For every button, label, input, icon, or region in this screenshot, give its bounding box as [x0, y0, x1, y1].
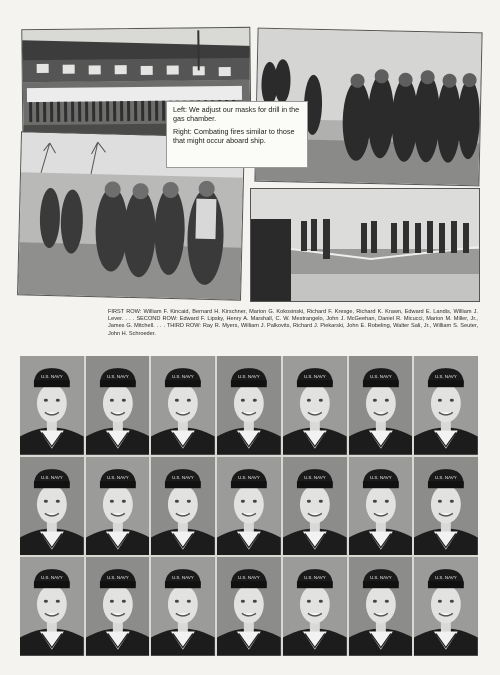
sailor-portrait	[217, 356, 281, 455]
sailor-portrait	[20, 457, 84, 556]
names-listing: FIRST ROW: William F. Kincaid, Bernard H. Kirschner, Marion G. Kokosinski, Richard F. Kresge, Richard K. Krawn, Edward E. Landis, William J. Lever. . . . SECOND ROW: Edward F. Lipsky, Henry A. Marshall, C. W. Mestrangelo, John J. McGeehan, Daniel R. Micucci, Marion M. Miller, Jr., James G. Mitchell. . . . THIRD ROW: Ray R. Myers, William J. Palkovits, Richard J. Piekarski, John E. Robeling, Walter Sali, Jr., William S. Seuter, John H. Schroeder.	[108, 309, 478, 337]
sailor-portrait	[20, 356, 84, 455]
sailor-portrait	[283, 356, 347, 455]
sailor-portrait	[217, 457, 281, 556]
sailor-portrait	[414, 356, 478, 455]
cap-band-text: U.S. NAVY	[435, 374, 458, 380]
photo-caption-box	[166, 101, 308, 168]
cap-band-text: U.S. NAVY	[238, 374, 260, 380]
cap-band-text: U.S. NAVY	[106, 575, 129, 581]
cap-band-text: U.S. NAVY	[40, 575, 63, 581]
sailor-portrait	[283, 457, 347, 556]
cap-band-text: U.S. NAVY	[172, 474, 195, 480]
sailor-portrait	[86, 557, 150, 656]
sailor-portrait	[86, 457, 150, 556]
sailor-portrait	[151, 457, 215, 556]
cap-band-text: U.S. NAVY	[238, 575, 260, 581]
cap-band-text: U.S. NAVY	[369, 575, 392, 581]
sailor-portrait	[151, 356, 215, 455]
cap-band-text: U.S. NAVY	[40, 474, 63, 480]
sailor-portrait	[349, 356, 413, 455]
sailor-portrait	[217, 557, 281, 656]
sailor-portrait	[349, 557, 413, 656]
cap-band-text: U.S. NAVY	[40, 374, 63, 380]
cap-band-text: U.S. NAVY	[106, 374, 129, 380]
sailor-portrait	[349, 457, 413, 556]
sailor-portrait	[86, 356, 150, 455]
sailor-portrait	[283, 557, 347, 656]
sailor-portrait	[20, 557, 84, 656]
caption-right: Right: Combating fires similar to those that might occur aboard ship.	[173, 127, 295, 145]
cap-band-text: U.S. NAVY	[238, 474, 260, 480]
cap-band-text: U.S. NAVY	[369, 374, 392, 380]
cap-band-text: U.S. NAVY	[435, 474, 458, 480]
sailor-portrait	[151, 557, 215, 656]
photo-hose-on-deck	[250, 188, 480, 302]
cap-band-text: U.S. NAVY	[435, 575, 458, 581]
sailor-portrait	[414, 557, 478, 656]
cap-band-text: U.S. NAVY	[369, 474, 392, 480]
sailor-portrait	[414, 457, 478, 556]
cap-band-text: U.S. NAVY	[172, 374, 195, 380]
cap-band-text: U.S. NAVY	[303, 374, 326, 380]
cap-band-text: U.S. NAVY	[303, 575, 326, 581]
cap-band-text: U.S. NAVY	[106, 474, 129, 480]
cap-band-text: U.S. NAVY	[303, 474, 326, 480]
portrait-grid	[20, 356, 478, 656]
caption-left: Left: We adjust our masks for drill in the gas chamber.	[173, 105, 300, 123]
cap-band-text: U.S. NAVY	[172, 575, 195, 581]
